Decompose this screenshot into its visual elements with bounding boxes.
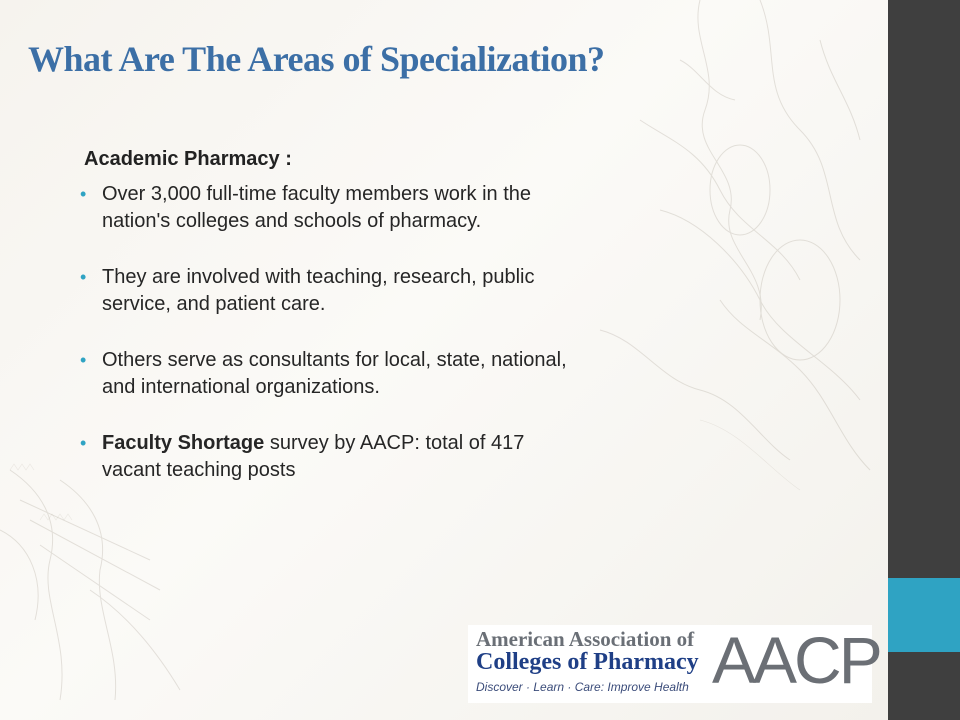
section-subheading: Academic Pharmacy : [84,148,292,170]
bullet-list [80,181,580,484]
bullet-text: survey by AACP: total of 417 vacant teaching posts [102,432,525,481]
bullet-text: They are involved with teaching, research, public service, and patient care. [102,266,535,315]
bullet-item [80,430,580,484]
bullet-text: Over 3,000 full-time faculty members work in the nation's colleges and schools of pharmacy. [102,183,532,232]
logo-tagline: Discover · Learn · Care: Improve Health [476,680,689,694]
bullet-text: Others serve as consultants for local, state, national, and international organizations. [102,349,567,398]
slide-title: What Are The Areas of Specialization? [28,39,605,79]
bullet-dot-icon: • [80,267,87,287]
sidebar-accent-block [888,578,960,652]
bullet-dot-icon: • [80,433,87,453]
bullet-item [80,264,580,318]
bullet-bold-text: Faculty Shortage [102,432,265,454]
aacp-logo [468,623,880,703]
logo-line-2: Colleges of Pharmacy [476,649,699,675]
bullet-dot-icon: • [80,184,87,204]
bullet-item [80,347,580,401]
logo-mark: AACP [712,623,880,697]
bullet-dot-icon: • [80,350,87,370]
bullet-item [80,181,580,235]
logo-line-1: American Association of [476,627,695,651]
